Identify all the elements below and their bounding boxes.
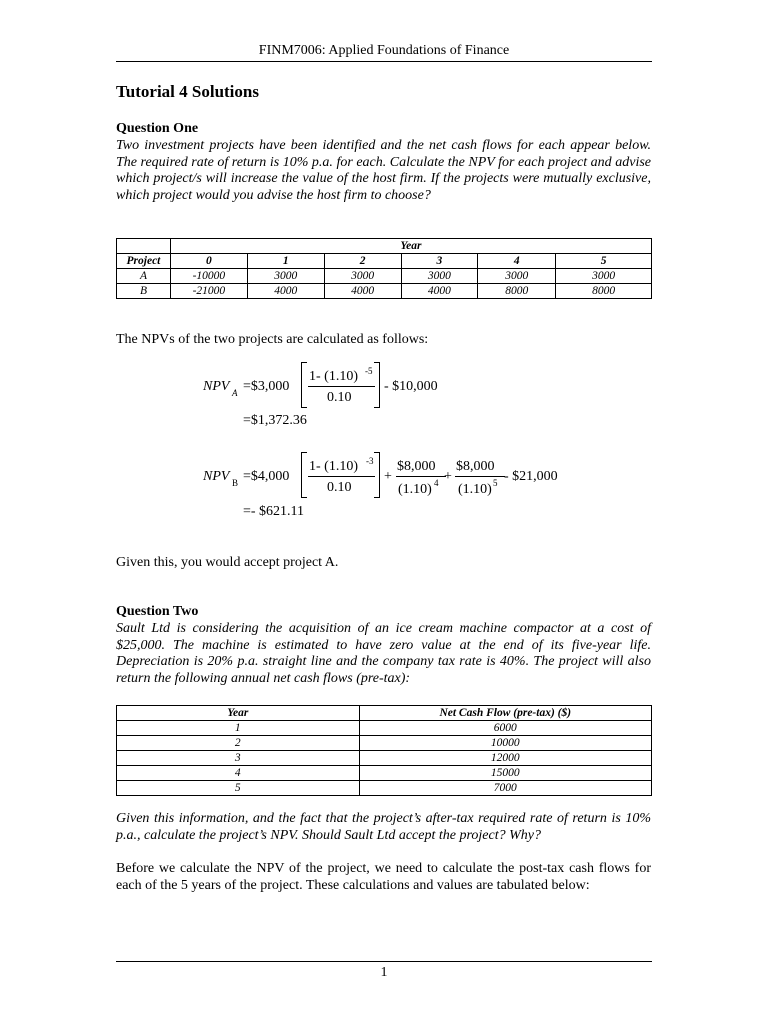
flow-column-header: Net Cash Flow (pre-tax) ($) xyxy=(359,706,651,721)
question-one-conclusion: Given this, you would accept project A. xyxy=(116,555,339,570)
year-column-header: 4 xyxy=(478,254,556,269)
table-row xyxy=(117,269,652,284)
project-cell: A xyxy=(117,269,171,284)
question-one-title: Question One xyxy=(116,121,199,136)
npv-b-coefficient: =$4,000 xyxy=(243,469,290,484)
table-row xyxy=(117,736,652,751)
fraction-bar xyxy=(455,476,505,477)
annuity-denominator: 0.10 xyxy=(327,390,352,405)
year-column-header: 2 xyxy=(324,254,401,269)
annuity-denominator: 0.10 xyxy=(327,480,352,495)
npv-b-outlay: - $21,000 xyxy=(504,469,558,484)
annuity-numerator: 1- (1.10) xyxy=(309,459,358,474)
year-column-header: 3 xyxy=(401,254,478,269)
cash-flow-cell: -21000 xyxy=(170,284,247,299)
course-header: FINM7006: Applied Foundations of Finance xyxy=(258,43,510,58)
npv-a-outlay: - $10,000 xyxy=(384,379,438,394)
cash-flow-cell: 4000 xyxy=(324,284,401,299)
table-row xyxy=(117,284,652,299)
year-column-header: 5 xyxy=(556,254,652,269)
fraction-bar xyxy=(308,386,375,387)
cash-flow-table xyxy=(116,238,652,299)
question-one-prompt: Two investment projects have been identified and the net cash flows for each appear below. The required rate of return is 10% p.a. for each. Calculate the NPV for each project and advise which project/s will increase the value of the host firm. If the projects were mutually exclusive, which project would you advise the host firm to choose? xyxy=(116,138,651,203)
annuity-exponent: -5 xyxy=(365,366,373,376)
fraction-bar xyxy=(308,476,375,477)
flow-cell: 12000 xyxy=(359,751,651,766)
npv-a-subscript: A xyxy=(232,388,238,398)
year5-denominator: (1.10) xyxy=(458,482,492,497)
table-header-row xyxy=(117,254,652,269)
bracket-right xyxy=(374,362,380,408)
flow-cell: 15000 xyxy=(359,766,651,781)
plus-sign: + xyxy=(444,469,452,484)
cash-flow-cell: -10000 xyxy=(170,269,247,284)
npv-b-label: NPV xyxy=(203,469,230,484)
npv-a-result: =$1,372.36 xyxy=(243,413,307,428)
cash-flow-cell: 8000 xyxy=(478,284,556,299)
header-rule xyxy=(116,61,652,62)
npv-b-result: =- $621.11 xyxy=(243,504,305,519)
year-column-header: 0 xyxy=(170,254,247,269)
year4-denominator: (1.10) xyxy=(398,482,432,497)
annuity-numerator: 1- (1.10) xyxy=(309,369,358,384)
question-two-question: Given this information, and the fact that the project’s after-tax required rate of return is 10% p.a., calculate the project’s NPV. Should Sault Ltd accept the project? Why? xyxy=(116,811,651,843)
year4-numerator: $8,000 xyxy=(397,459,436,474)
cash-flow-cell: 4000 xyxy=(247,284,324,299)
fraction-bar xyxy=(396,476,446,477)
question-two-title: Question Two xyxy=(116,604,199,619)
year-column-header: 1 xyxy=(247,254,324,269)
year-cell: 2 xyxy=(117,736,360,751)
bracket-left xyxy=(301,362,307,408)
npv-b-subscript: B xyxy=(232,478,239,488)
table-row xyxy=(117,766,652,781)
year4-exponent: 4 xyxy=(434,478,439,488)
year5-numerator: $8,000 xyxy=(456,459,495,474)
cash-flow-cell: 3000 xyxy=(478,269,556,284)
table-row xyxy=(117,781,652,796)
cash-flow-cell: 4000 xyxy=(401,284,478,299)
plus-sign: + xyxy=(384,469,392,484)
flow-cell: 6000 xyxy=(359,721,651,736)
project-column-header: Project xyxy=(117,254,171,269)
footer-rule xyxy=(116,961,652,962)
npv-a-coefficient: =$3,000 xyxy=(243,379,290,394)
year-cell: 3 xyxy=(117,751,360,766)
year-cell: 5 xyxy=(117,781,360,796)
table-row xyxy=(117,721,652,736)
cash-flow-cell: 3000 xyxy=(247,269,324,284)
year-column-header: Year xyxy=(117,706,360,721)
question-two-answer: Before we calculate the NPV of the project, we need to calculate the post-tax cash flows for each of the 5 years of the project. These calculations and values are tabulated below: xyxy=(116,861,651,893)
table-corner-cell xyxy=(117,239,171,254)
bracket-right xyxy=(374,452,380,498)
bracket-left xyxy=(301,452,307,498)
question-two-prompt: Sault Ltd is considering the acquisition of an ice cream machine compactor at a cost of $25,000. The machine is estimated to have zero value at the end of its five-year life. Depreciation is 20% p.a. straight line and the company tax rate is 40%. The project will also return the following annual net cash flows (pre-tax): xyxy=(116,621,651,686)
year-header: Year xyxy=(170,239,651,254)
cash-flow-cell: 3000 xyxy=(401,269,478,284)
npv-intro: The NPVs of the two projects are calculated as follows: xyxy=(116,332,429,347)
table-header-row xyxy=(117,706,652,721)
table-header-row xyxy=(117,239,652,254)
flow-cell: 10000 xyxy=(359,736,651,751)
cash-flow-cell: 3000 xyxy=(556,269,652,284)
table-row xyxy=(117,751,652,766)
page-number: 1 xyxy=(380,965,388,980)
year-cell: 1 xyxy=(117,721,360,736)
npv-a-label: NPV xyxy=(203,379,230,394)
year-cell: 4 xyxy=(117,766,360,781)
cash-flow-cell: 3000 xyxy=(324,269,401,284)
net-cash-flow-table xyxy=(116,705,652,796)
page-title: Tutorial 4 Solutions xyxy=(116,82,259,101)
annuity-exponent: -3 xyxy=(366,456,374,466)
project-cell: B xyxy=(117,284,171,299)
cash-flow-cell: 8000 xyxy=(556,284,652,299)
flow-cell: 7000 xyxy=(359,781,651,796)
year5-exponent: 5 xyxy=(493,478,498,488)
